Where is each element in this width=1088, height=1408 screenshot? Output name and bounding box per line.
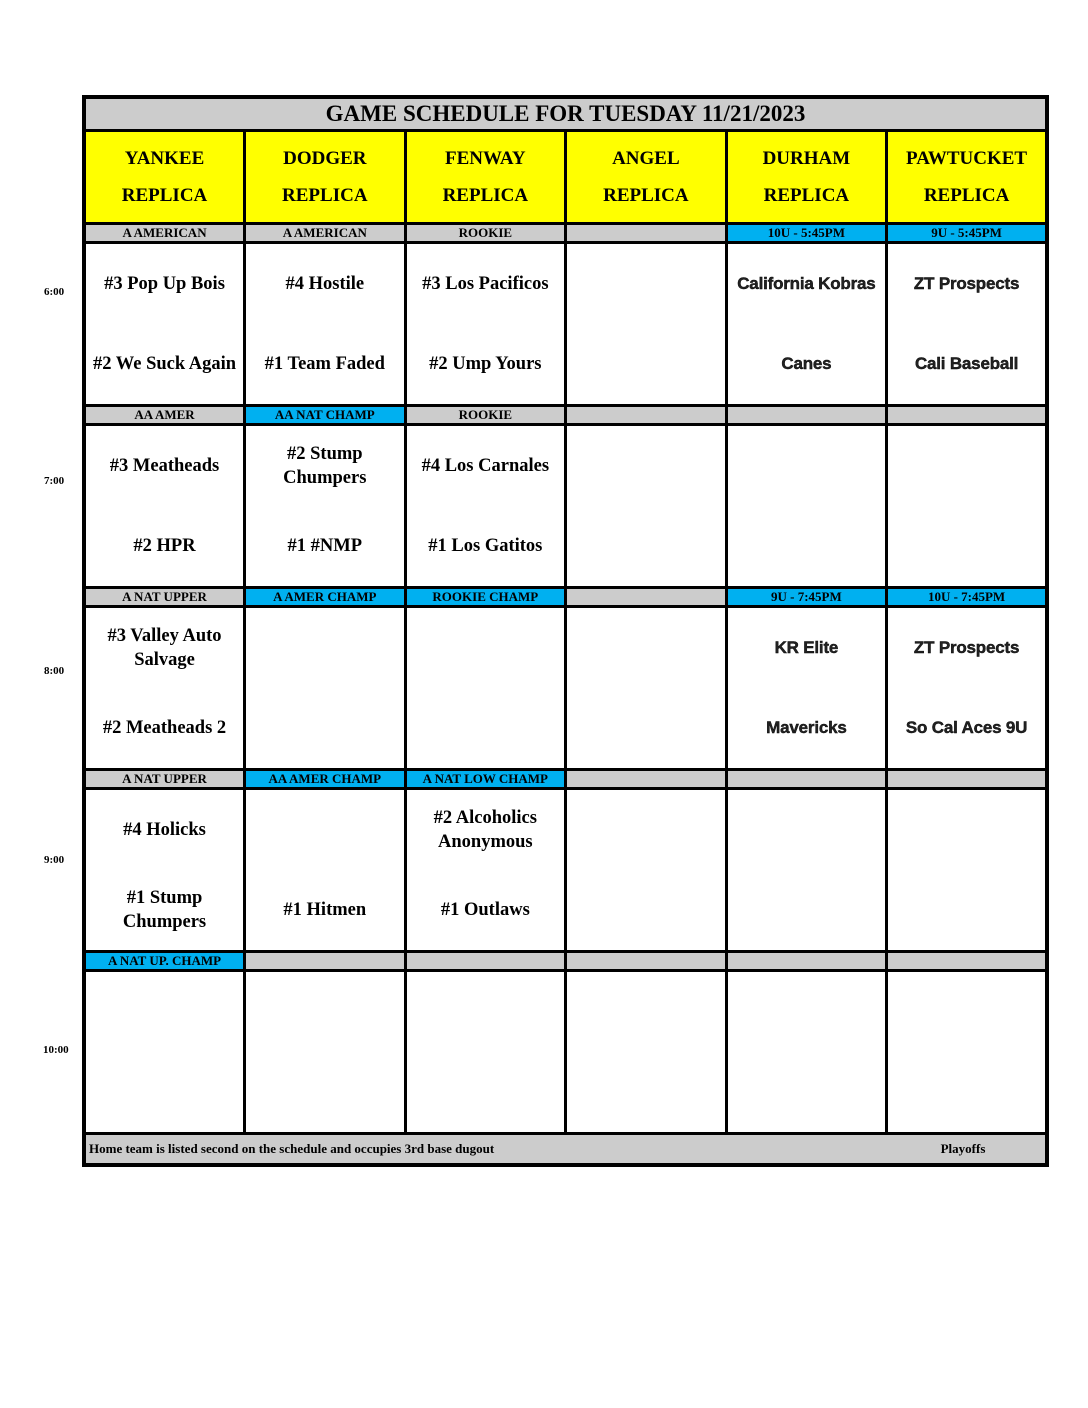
away-team (567, 790, 725, 870)
division-label: A NAT UPPER (84, 588, 245, 607)
home-team: Canes (781, 354, 832, 373)
game-cell (84, 243, 245, 406)
schedule-title: GAME SCHEDULE FOR TUESDAY 11/21/2023 (84, 97, 1047, 131)
away-team: ZT Prospects (913, 274, 1020, 293)
division-label (887, 406, 1047, 425)
field-sub: REPLICA (763, 185, 850, 206)
game-cell (887, 971, 1047, 1134)
away-team: #3 Meatheads (109, 456, 220, 476)
slots-body (84, 224, 1047, 1134)
home-team (567, 506, 725, 586)
game-cell (887, 243, 1047, 406)
home-team: Cali Baseball (914, 354, 1019, 373)
field-name: FENWAY (445, 148, 526, 169)
division-label: AA NAT CHAMP (245, 406, 406, 425)
game-cell (726, 971, 887, 1134)
home-team: #1 Team Faded (264, 354, 385, 374)
division-label (566, 952, 727, 971)
game-cell (245, 243, 406, 406)
division-label: 10U - 5:45PM (726, 224, 887, 243)
division-label (726, 406, 887, 425)
away-team (567, 244, 725, 324)
footer-playoffs: Playoffs (940, 1141, 986, 1156)
away-team: #2 Stump Chumpers (283, 444, 367, 488)
home-team (888, 506, 1045, 586)
game-cell (887, 425, 1047, 588)
away-team: #4 Hostile (285, 274, 365, 294)
division-label (887, 952, 1047, 971)
field-header (405, 131, 566, 224)
division-label (405, 952, 566, 971)
home-team (567, 688, 725, 768)
game-row (84, 971, 1047, 1134)
home-team (728, 506, 886, 586)
away-team (728, 426, 886, 506)
home-team: #1 Stump Chumpers (122, 888, 207, 932)
away-team (246, 608, 404, 688)
home-team: #1 Outlaws (440, 900, 530, 920)
home-team: So Cal Aces 9U (905, 718, 1028, 737)
home-team: Mavericks (766, 718, 847, 737)
division-label: A AMERICAN (245, 224, 406, 243)
home-team: #1 Los Gatitos (428, 536, 543, 556)
field-header (887, 131, 1047, 224)
footer-row (84, 1134, 1047, 1166)
game-cell (405, 607, 566, 770)
game-cell (726, 243, 887, 406)
game-cell (887, 607, 1047, 770)
field-name: DURHAM (762, 148, 851, 169)
field-sub: REPLICA (603, 185, 689, 206)
game-cell (726, 607, 887, 770)
game-cell (405, 425, 566, 588)
away-team: ZT Prospects (913, 638, 1020, 657)
field-header (245, 131, 406, 224)
time-label: 7:00 (44, 475, 65, 487)
division-label (245, 952, 406, 971)
game-row (84, 425, 1047, 588)
field-name: DODGER (283, 148, 367, 169)
field-header-row (84, 131, 1047, 224)
home-team (246, 1052, 404, 1132)
field-name: YANKEE (124, 148, 205, 169)
field-name: PAWTUCKET (906, 148, 1028, 169)
away-team (567, 972, 725, 1052)
away-team (728, 790, 886, 870)
division-label-row (84, 770, 1047, 789)
home-team: #2 We Suck Again (92, 354, 237, 374)
home-team: #1 Hitmen (283, 900, 367, 920)
game-row (84, 789, 1047, 952)
field-header (726, 131, 887, 224)
game-cell (405, 971, 566, 1134)
field-sub: REPLICA (923, 185, 1010, 206)
home-team (567, 1052, 725, 1132)
home-team: #2 HPR (133, 536, 196, 556)
footer-note: Home team is listed second on the schedule and occupies 3rd base dugout (89, 1141, 495, 1156)
home-team (407, 688, 565, 768)
away-team (407, 608, 565, 688)
home-team (888, 1052, 1045, 1132)
division-label: A NAT UPPER (84, 770, 245, 789)
home-team (888, 870, 1045, 950)
away-team (567, 608, 725, 688)
division-label: A AMER CHAMP (245, 588, 406, 607)
away-team (567, 426, 725, 506)
division-label (887, 770, 1047, 789)
game-cell (566, 425, 727, 588)
field-header (84, 131, 245, 224)
away-team: #4 Holicks (123, 820, 206, 840)
division-label: A AMERICAN (84, 224, 245, 243)
division-label: 10U - 7:45PM (887, 588, 1047, 607)
game-cell (245, 607, 406, 770)
home-team: #1 #NMP (287, 536, 363, 556)
time-column (0, 0, 82, 1408)
away-team: #4 Los Carnales (421, 456, 550, 476)
game-cell (84, 425, 245, 588)
game-cell (84, 607, 245, 770)
away-team: #3 Pop Up Bois (104, 274, 225, 294)
game-cell (566, 607, 727, 770)
away-team (246, 790, 404, 870)
game-cell (84, 789, 245, 952)
home-team: #2 Ump Yours (429, 354, 542, 374)
away-team: California Kobras (737, 274, 876, 293)
home-team (407, 1052, 565, 1132)
field-sub: REPLICA (121, 185, 208, 206)
game-cell (566, 971, 727, 1134)
game-cell (405, 789, 566, 952)
division-label (566, 224, 727, 243)
division-label: ROOKIE (405, 224, 566, 243)
away-team (728, 972, 886, 1052)
game-row (84, 607, 1047, 770)
home-team (728, 1052, 886, 1132)
home-team (728, 870, 886, 950)
game-cell (84, 971, 245, 1134)
away-team (86, 972, 243, 1052)
field-sub: REPLICA (282, 185, 368, 206)
time-label: 10:00 (43, 1044, 69, 1056)
field-sub: REPLICA (442, 185, 529, 206)
game-cell (245, 789, 406, 952)
game-cell (245, 425, 406, 588)
time-label: 6:00 (44, 286, 65, 298)
division-label (566, 406, 727, 425)
division-label: AA AMER CHAMP (245, 770, 406, 789)
division-label-row (84, 952, 1047, 971)
home-team (246, 688, 404, 768)
away-team (888, 426, 1045, 506)
time-label: 9:00 (44, 854, 65, 866)
home-team: #2 Meatheads 2 (102, 718, 227, 738)
away-team (246, 972, 404, 1052)
game-cell (726, 789, 887, 952)
division-label: ROOKIE (405, 406, 566, 425)
division-label: 9U - 7:45PM (726, 588, 887, 607)
away-team (888, 790, 1045, 870)
away-team: #2 Alcoholics Anonymous (433, 808, 537, 852)
away-team (407, 972, 565, 1052)
game-cell (726, 425, 887, 588)
game-row (84, 243, 1047, 406)
home-team (86, 1052, 243, 1132)
away-team: #3 Los Pacificos (422, 274, 549, 294)
time-label: 8:00 (44, 665, 65, 677)
field-header (566, 131, 727, 224)
game-cell (566, 243, 727, 406)
game-cell (245, 971, 406, 1134)
game-cell (405, 243, 566, 406)
division-label-row (84, 588, 1047, 607)
away-team: #3 Valley Auto Salvage (107, 626, 222, 670)
division-label: 9U - 5:45PM (887, 224, 1047, 243)
division-label: A NAT UP. CHAMP (84, 952, 245, 971)
game-cell (887, 789, 1047, 952)
division-label-row (84, 224, 1047, 243)
away-team (888, 972, 1045, 1052)
game-cell (566, 789, 727, 952)
division-label: AA AMER (84, 406, 245, 425)
division-label (566, 770, 727, 789)
field-name: ANGEL (612, 148, 680, 169)
division-label: ROOKIE CHAMP (405, 588, 566, 607)
division-label: A NAT LOW CHAMP (405, 770, 566, 789)
home-team (567, 870, 725, 950)
away-team: KR Elite (774, 638, 839, 657)
home-team (567, 324, 725, 404)
division-label (726, 770, 887, 789)
division-label (726, 952, 887, 971)
division-label (566, 588, 727, 607)
schedule-table (82, 95, 1049, 1167)
division-label-row (84, 406, 1047, 425)
